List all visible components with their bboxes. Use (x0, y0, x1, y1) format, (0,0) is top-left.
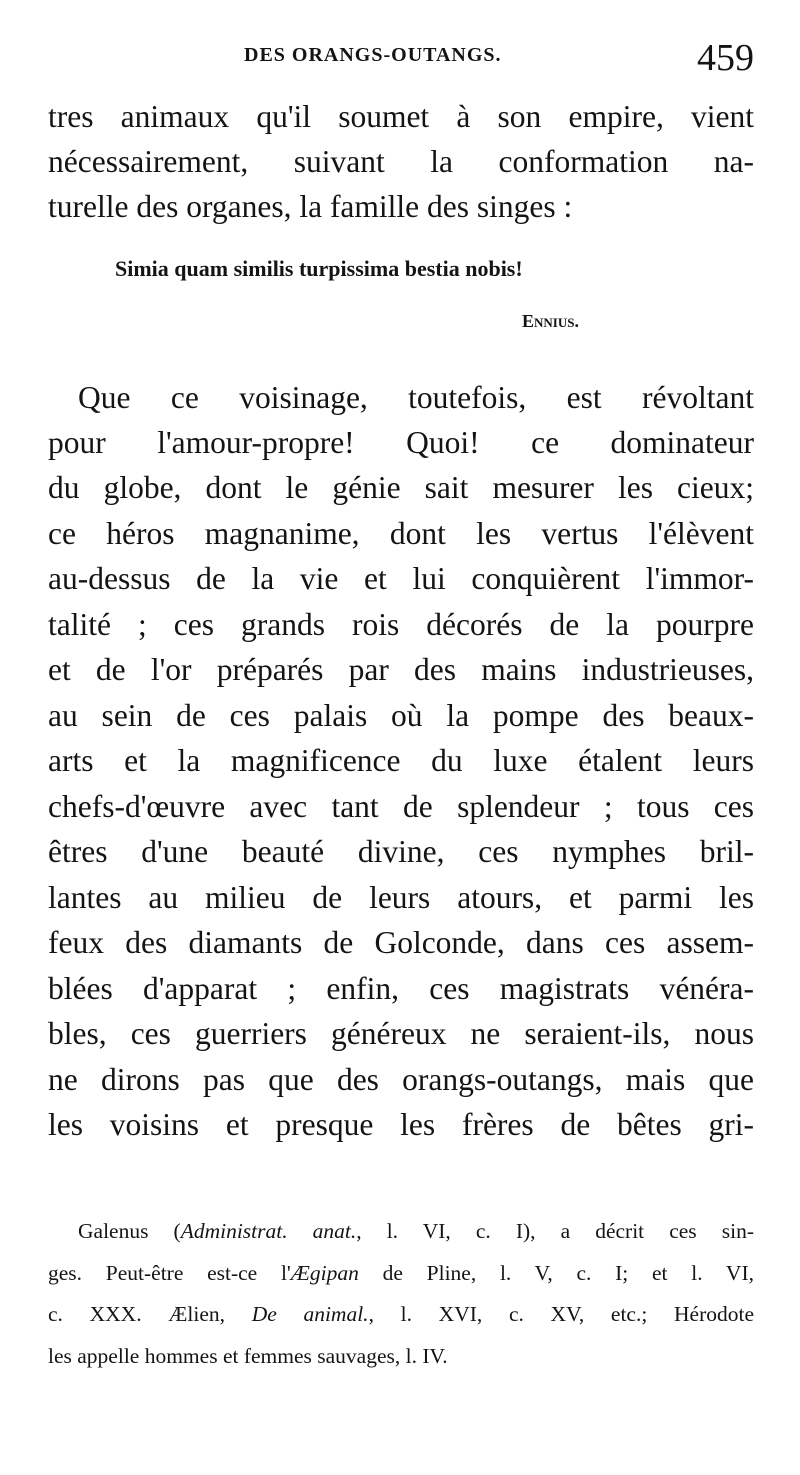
text-line: talité ; ces grands rois décorés de la pourpre (48, 607, 754, 642)
text-line: arts et la magnificence du luxe étalent leurs (48, 743, 754, 778)
text-line: au sein de ces palais où la pompe des beaux- (48, 698, 754, 733)
text-line: feux des diamants de Golconde, dans ces assem- (48, 925, 754, 960)
footnote-line (78, 1215, 754, 1247)
footnote-italic: Administrat. anat. (180, 1219, 357, 1243)
text-line: turelle des organes, la famille des singes : (48, 189, 573, 224)
text-line: chefs-d'œuvre avec tant de splendeur ; tous ces (48, 789, 754, 824)
text-line: pour l'amour-propre! Quoi! ce dominateur (48, 425, 754, 460)
text-line: Que ce voisinage, toutefois, est révoltant (78, 380, 754, 415)
footnote-text: , l. VI, c. I), a décrit ces sin- (356, 1219, 754, 1243)
footnote-line (48, 1298, 754, 1330)
footnote-text: de Pline, l. V, c. I; et l. VI, (358, 1261, 754, 1285)
text-line: ne dirons pas que des orangs-outangs, mais que (48, 1062, 754, 1097)
running-title: DES ORANGS-OUTANGS. (244, 44, 502, 66)
footnote-italic: Ægipan (290, 1261, 359, 1285)
text-line: tres animaux qu'il soumet à son empire, vient (48, 99, 754, 134)
quote-attribution: Ennius. (522, 311, 579, 331)
text-line: les voisins et presque les frères de bêtes gri- (48, 1107, 754, 1142)
text-line: ce héros magnanime, dont les vertus l'élèvent (48, 516, 754, 551)
page-number: 459 (697, 37, 754, 79)
footnote-line (48, 1257, 754, 1289)
text-line: au-dessus de la vie et lui conquièrent l'immor- (48, 561, 754, 596)
text-line: du globe, dont le génie sait mesurer les cieux; (48, 470, 754, 505)
footnote-text: ges. Peut-être est-ce l' (48, 1261, 291, 1285)
running-head (48, 37, 754, 90)
latin-quote: Simia quam similis turpissima bestia nobis! (115, 256, 523, 281)
text-line: êtres d'une beauté divine, ces nymphes bril- (48, 834, 754, 869)
footnote-text: Galenus ( (78, 1219, 181, 1243)
text-line: blées d'apparat ; enfin, ces magistrats vénéra- (48, 971, 754, 1006)
text-line: nécessairement, suivant la conformation na- (48, 144, 754, 179)
footnote-text: , l. XVI, c. XV, etc.; Hérodote (368, 1302, 755, 1326)
footnote-text: c. XXX. Ælien, (48, 1302, 252, 1326)
text-line: bles, ces guerriers généreux ne seraient-ils, nous (48, 1016, 754, 1051)
footnote-line: les appelle hommes et femmes sauvages, l. IV. (48, 1344, 448, 1368)
text-line: lantes au milieu de leurs atours, et parmi les (48, 880, 754, 915)
footnote-italic: De animal. (251, 1302, 369, 1326)
text-line: et de l'or préparés par des mains industrieuses, (48, 652, 754, 687)
